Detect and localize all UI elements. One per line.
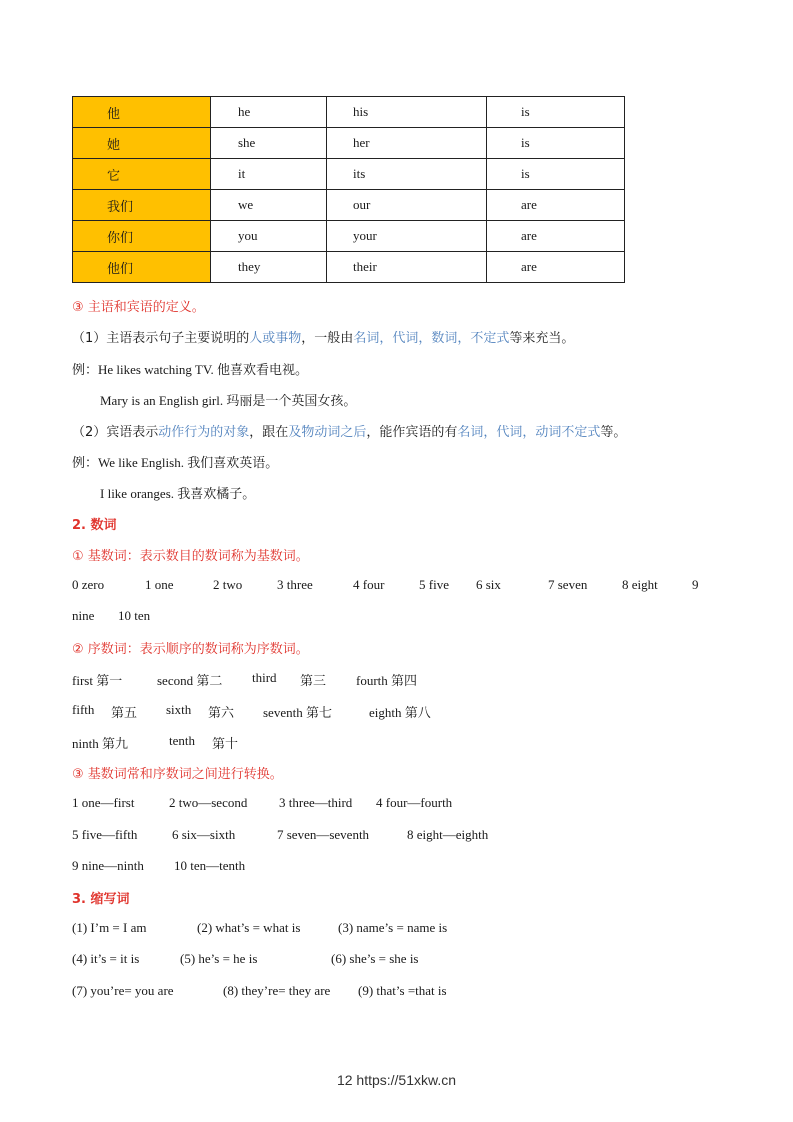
list-item: fifth bbox=[72, 702, 95, 717]
highlight: 名词，代词，动词不定式 bbox=[457, 425, 601, 440]
list-item: nine bbox=[72, 608, 95, 623]
table-cell: your bbox=[327, 221, 487, 252]
table-cell: is bbox=[487, 159, 625, 190]
table-cell: 他们 bbox=[73, 252, 211, 283]
list-item: 2 two bbox=[213, 577, 243, 592]
text: ，一般由 bbox=[301, 331, 354, 346]
list-item: 3 three bbox=[277, 577, 313, 592]
table-cell: are bbox=[487, 221, 625, 252]
list-item: (2) what’s = what is bbox=[197, 920, 301, 935]
table-cell: he bbox=[211, 97, 327, 128]
example-line: 例：He likes watching TV. 他喜欢看电视。 bbox=[72, 362, 309, 377]
subject-object-heading: ③ 主语和宾语的定义。 bbox=[72, 300, 205, 315]
table-cell: his bbox=[327, 97, 487, 128]
list-item: 5 five—fifth bbox=[72, 827, 138, 842]
list-item: 1 one bbox=[145, 577, 174, 592]
example-line: Mary is an English girl. 玛丽是一个英国女孩。 bbox=[100, 393, 357, 408]
table-cell: 我们 bbox=[73, 190, 211, 221]
table-cell: she bbox=[211, 128, 327, 159]
pronoun-table bbox=[72, 96, 625, 283]
list-item: 8 eight bbox=[622, 577, 658, 592]
subheading: ① 基数词：表示数目的数词称为基数词。 bbox=[72, 549, 309, 564]
list-item: sixth bbox=[166, 702, 192, 717]
text: 等来充当。 bbox=[509, 331, 575, 346]
table-row bbox=[73, 190, 625, 221]
highlight: 人或事物 bbox=[249, 331, 302, 346]
list-item: 10 ten—tenth bbox=[174, 858, 246, 873]
list-item: fourth 第四 bbox=[356, 673, 418, 688]
table-row bbox=[73, 128, 625, 159]
list-item: 4 four bbox=[353, 577, 385, 592]
list-item: tenth bbox=[169, 733, 195, 748]
list-item: first 第一 bbox=[72, 673, 123, 688]
subheading: ② 序数词：表示顺序的数词称为序数词。 bbox=[72, 642, 309, 657]
example-line: 例：We like English. 我们喜欢英语。 bbox=[72, 455, 279, 470]
table-cell: is bbox=[487, 128, 625, 159]
subheading: ③ 基数词常和序数词之间进行转换。 bbox=[72, 767, 283, 782]
table-cell: its bbox=[327, 159, 487, 190]
text: ，能作宾语的有 bbox=[366, 425, 458, 440]
table-cell: they bbox=[211, 252, 327, 283]
list-item: 5 five bbox=[419, 577, 449, 592]
list-item: (7) you’re= you are bbox=[72, 983, 174, 998]
example-line: I like oranges. 我喜欢橘子。 bbox=[100, 486, 256, 501]
list-item: (3) name’s = name is bbox=[338, 920, 448, 935]
list-item: seventh 第七 bbox=[263, 705, 332, 720]
list-item: 0 zero bbox=[72, 577, 105, 592]
table-cell: 她 bbox=[73, 128, 211, 159]
highlight: 名词，代词，数词，不定式 bbox=[353, 331, 510, 346]
list-item: 9 bbox=[692, 577, 699, 592]
list-item: 6 six bbox=[476, 577, 501, 592]
list-item: second 第二 bbox=[157, 673, 223, 688]
list-item: 第三 bbox=[300, 673, 327, 688]
table-cell: 你们 bbox=[73, 221, 211, 252]
list-item: 3 three—third bbox=[279, 795, 353, 810]
list-item: eighth 第八 bbox=[369, 705, 431, 720]
list-item: 第六 bbox=[208, 705, 235, 720]
list-item: (8) they’re= they are bbox=[223, 983, 331, 998]
list-item: 7 seven—seventh bbox=[277, 827, 370, 842]
table-cell: it bbox=[211, 159, 327, 190]
table-cell: are bbox=[487, 190, 625, 221]
list-item: 7 seven bbox=[548, 577, 588, 592]
list-item: (5) he’s = he is bbox=[180, 951, 258, 966]
table-row bbox=[73, 97, 625, 128]
list-item: ninth 第九 bbox=[72, 736, 128, 751]
list-item: third bbox=[252, 670, 277, 685]
table-cell: 它 bbox=[73, 159, 211, 190]
list-item: 1 one—first bbox=[72, 795, 135, 810]
list-item: (6) she’s = she is bbox=[331, 951, 419, 966]
text: 等。 bbox=[600, 425, 627, 440]
table-row bbox=[73, 252, 625, 283]
table-cell: 他 bbox=[73, 97, 211, 128]
text: ，跟在 bbox=[249, 425, 289, 440]
table-cell: her bbox=[327, 128, 487, 159]
text: （1）主语表示句子主要说明的 bbox=[72, 331, 250, 346]
list-item: 第五 bbox=[111, 705, 138, 720]
table-cell: we bbox=[211, 190, 327, 221]
list-item: 4 four—fourth bbox=[376, 795, 453, 810]
table-cell: their bbox=[327, 252, 487, 283]
highlight: 动作行为的对象 bbox=[158, 425, 250, 440]
list-item: 第十 bbox=[212, 736, 239, 751]
section-title: 2. 数词 bbox=[72, 518, 117, 533]
table-row bbox=[73, 159, 625, 190]
subject-definition bbox=[72, 327, 574, 346]
table-cell: you bbox=[211, 221, 327, 252]
list-item: 2 two—second bbox=[169, 795, 248, 810]
list-item: 10 ten bbox=[118, 608, 151, 623]
table-cell: is bbox=[487, 97, 625, 128]
list-item: 8 eight—eighth bbox=[407, 827, 489, 842]
table-row bbox=[73, 221, 625, 252]
object-definition bbox=[72, 421, 626, 440]
list-item: (9) that’s =that is bbox=[358, 983, 447, 998]
text: （2）宾语表示 bbox=[72, 425, 159, 440]
section-title: 3. 缩写词 bbox=[72, 892, 130, 907]
list-item: (1) I’m = I am bbox=[72, 920, 147, 935]
page-footer: 12 https://51xkw.cn bbox=[336, 1072, 457, 1088]
table-cell: our bbox=[327, 190, 487, 221]
highlight: 及物动词之后 bbox=[288, 425, 367, 440]
list-item: 6 six—sixth bbox=[172, 827, 236, 842]
list-item: (4) it’s = it is bbox=[72, 951, 140, 966]
list-item: 9 nine—ninth bbox=[72, 858, 144, 873]
table-cell: are bbox=[487, 252, 625, 283]
